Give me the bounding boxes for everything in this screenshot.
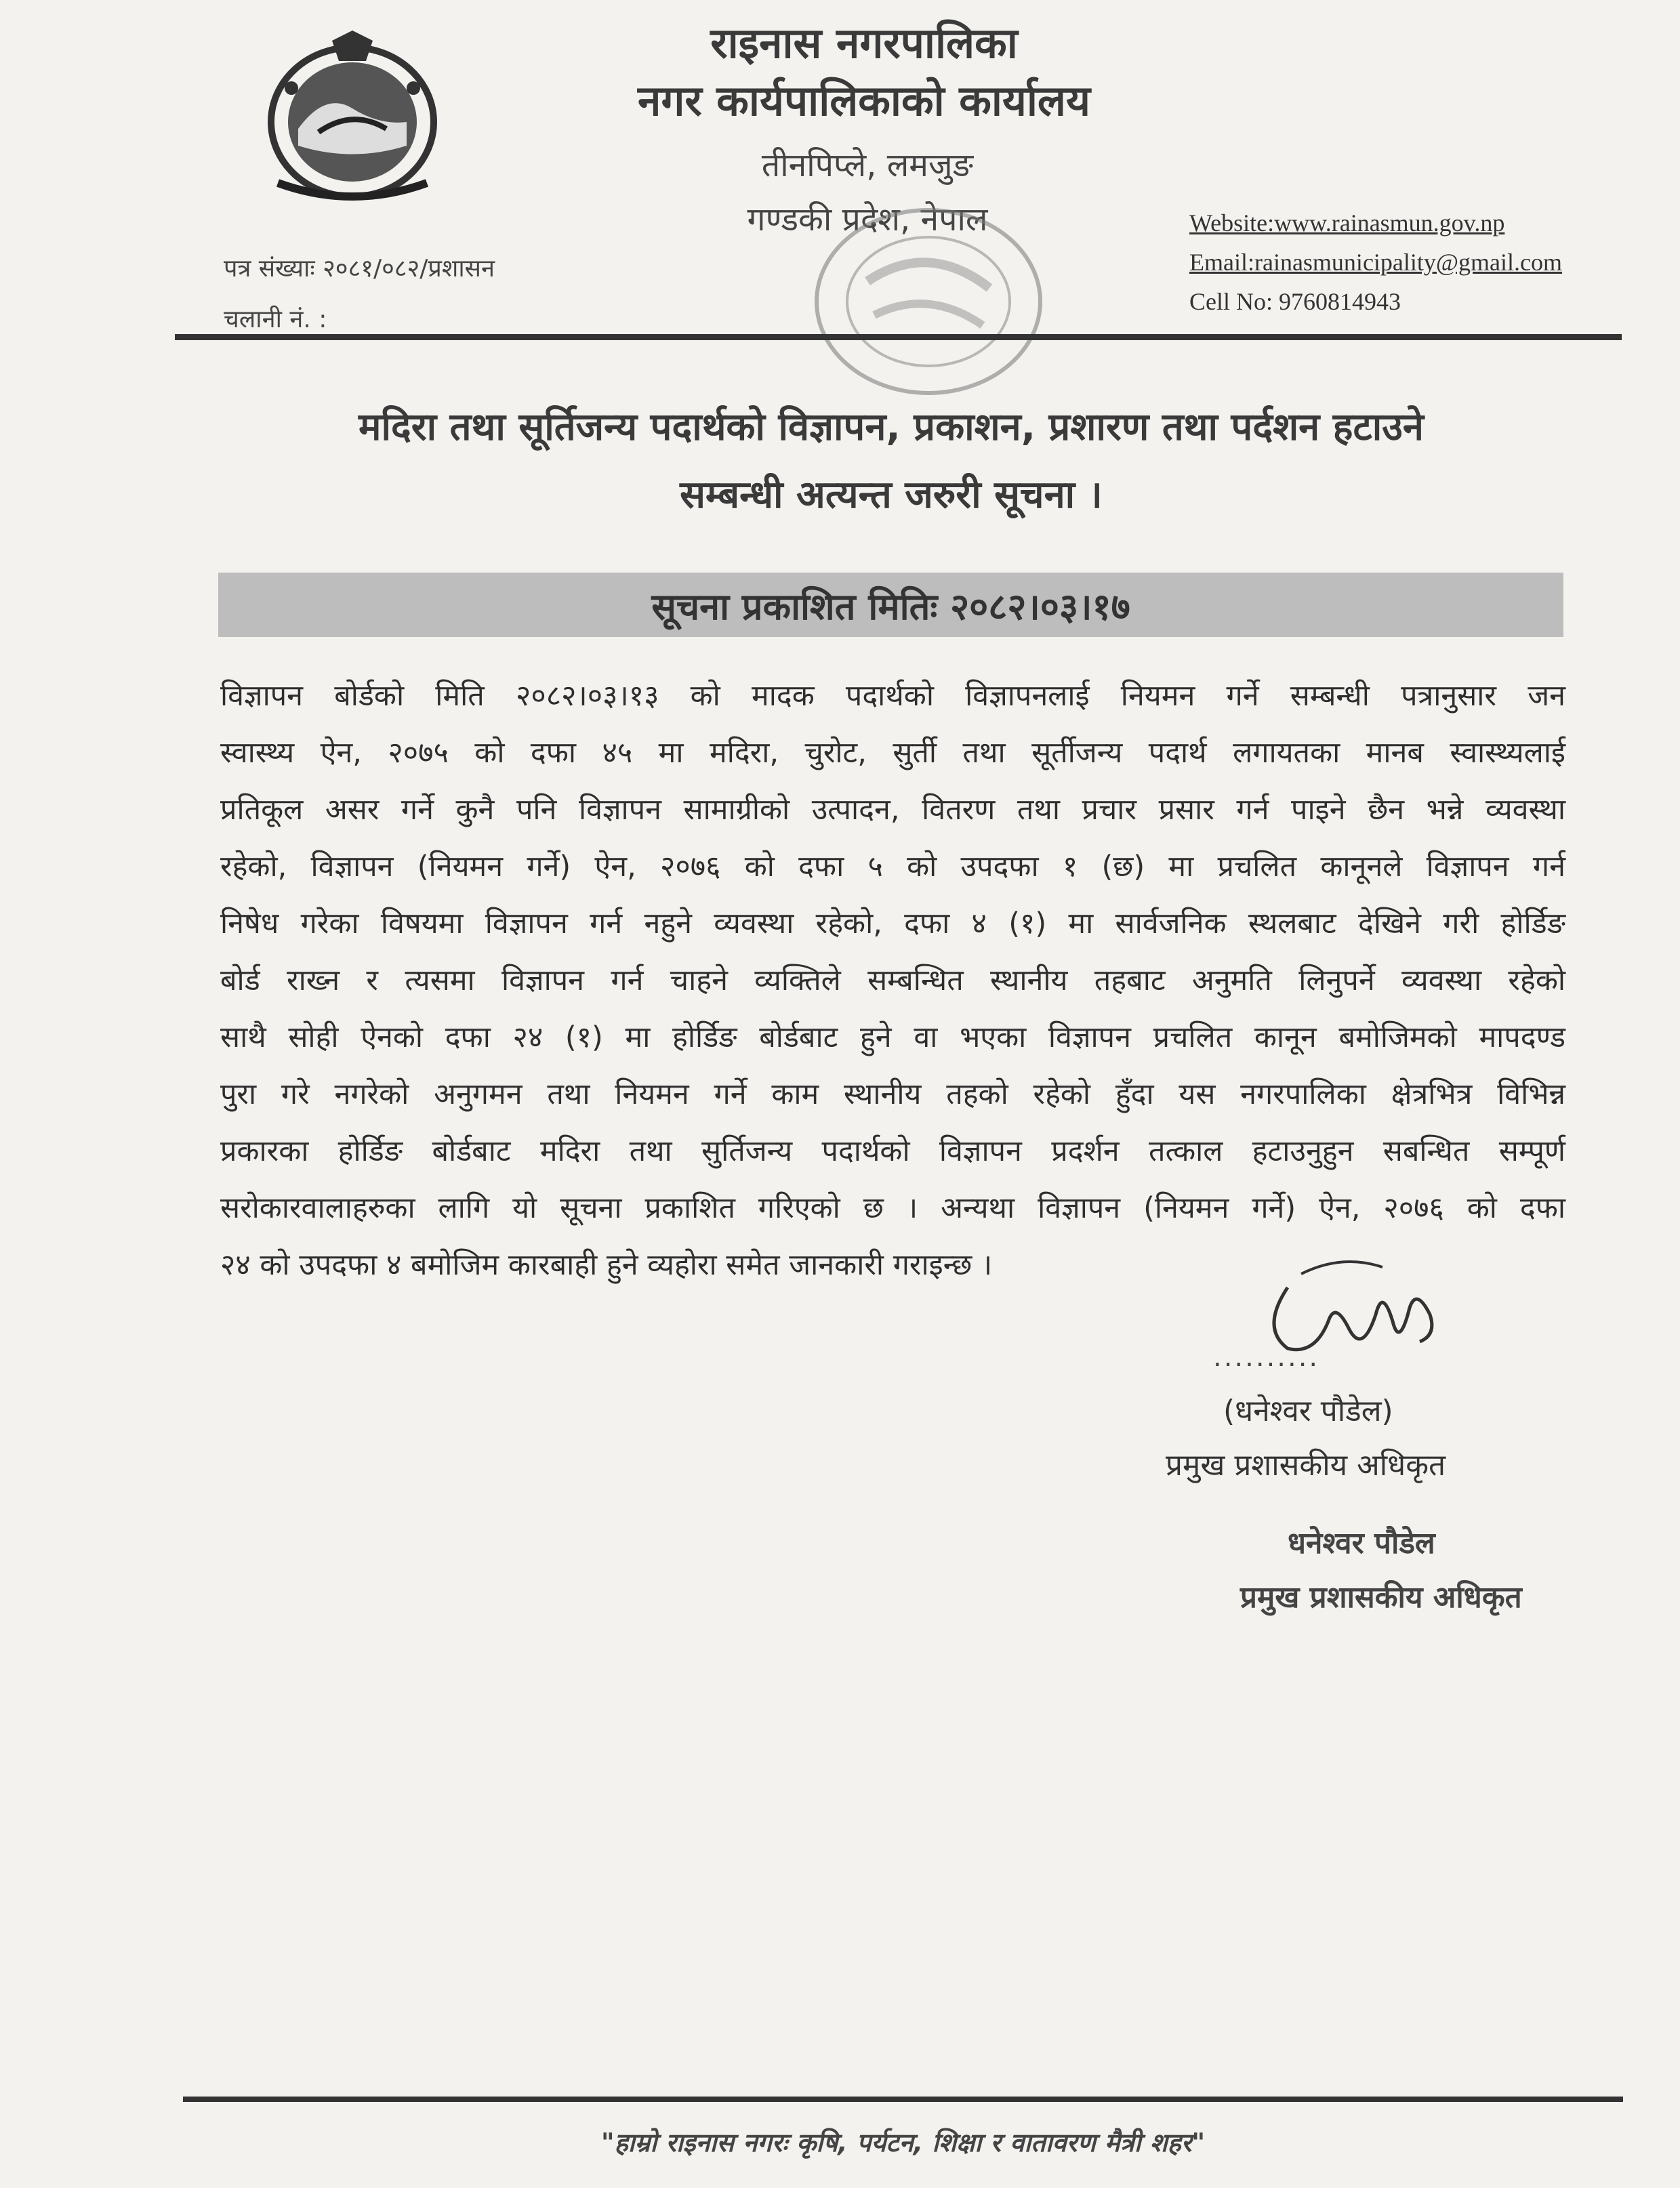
- body-line: पुरा गरे नगरेको अनुगमन तथा नियमन गर्ने काम स्थानीय तहको रहेको हुँदा यस नगरपालिका क्षेत्रभित्र विभिन्न: [220, 1077, 1565, 1111]
- cell-text: Cell No: 9760814943: [1189, 288, 1401, 315]
- signature-line: ..........: [1213, 1342, 1320, 1373]
- address-line-2: गण्डकी प्रदेश, नेपाल: [747, 201, 988, 239]
- address-line-1: तीनपिप्ले, लमजुङ: [761, 146, 974, 184]
- dispatch-number: चलानी नं. :: [224, 306, 327, 333]
- body-line: विज्ञापन बोर्डको मिति २०८२।०३।१३ को मादक पदार्थको विज्ञापनलाई नियमन गर्ने सम्बन्धी पत्रानुसार जन: [220, 679, 1565, 713]
- notice-title-line-2: सम्बन्धी अत्यन्त जरुरी सूचना ।: [680, 473, 1103, 517]
- footer-divider: [183, 2097, 1623, 2102]
- stamp-name: धनेश्वर पौडेल: [1288, 1526, 1435, 1561]
- body-line: प्रतिकूल असर गर्ने कुनै पनि विज्ञापन सामाग्रीको उत्पादन, वितरण तथा प्रचार प्रसार गर्न पाइने छैन भन्ने व्यवस्था: [220, 793, 1565, 827]
- office-stamp-icon: [806, 200, 1050, 403]
- body-line: सरोकारवालाहरुका लागि यो सूचना प्रकाशित गरिएको छ । अन्यथा विज्ञापन (नियमन गर्ने) ऐन, २०७६ को दफा: [220, 1191, 1565, 1225]
- body-line: प्रकारका होर्डिङ बोर्डबाट मदिरा तथा सुर्तिजन्य पदार्थको विज्ञापन प्रदर्शन तत्काल हटाउनुहुन सबन्धित सम्पूर्ण: [220, 1134, 1565, 1168]
- published-date: सूचना प्रकाशित मितिः २०८२।०३।१७: [651, 585, 1130, 628]
- stamp-title: प्रमुख प्रशासकीय अधिकृत: [1240, 1580, 1522, 1615]
- reference-number: पत्र संख्याः २०८१/०८२/प्रशासन: [224, 255, 495, 283]
- body-line: रहेको, विज्ञापन (नियमन गर्ने) ऐन, २०७६ को दफा ५ को उपदफा १ (छ) मा प्रचलित कानूनले विज्ञापन गर्न: [220, 850, 1565, 884]
- government-emblem-icon: [251, 27, 454, 210]
- email-text: Email:rainasmunicipality@gmail.com: [1189, 249, 1563, 276]
- body-line: स्वास्थ्य ऐन, २०७५ को दफा ४५ मा मदिरा, चुरोट, सुर्ती तथा सूर्तीजन्य पदार्थ लगायतका मानब स्वास्थ्यलाई: [220, 736, 1565, 770]
- body-line: साथै सोही ऐनको दफा २४ (१) मा होर्डिङ बोर्डबाट हुने वा भएका विज्ञापन प्रचलित कानून बमोजिमको मापदण्ड: [220, 1020, 1565, 1054]
- office-name: नगर कार्यपालिकाको कार्यालय: [638, 76, 1090, 125]
- body-line: निषेध गरेका विषयमा विज्ञापन गर्न नहुने व्यवस्था रहेको, दफा ४ (१) मा सार्वजनिक स्थलबाट देखिने गरी होर्डिङ: [220, 907, 1565, 941]
- notice-body: [220, 667, 1565, 1294]
- header-divider: [175, 334, 1622, 340]
- footer-motto: "हाम्रो राइनास नगरः कृषि, पर्यटन, शिक्षा र वातावरण मैत्री शहर": [600, 2128, 1206, 2158]
- contact-block: [1189, 203, 1623, 321]
- signatory-name: (धनेश्वर पौडेल): [1223, 1394, 1393, 1428]
- org-name: राइनास नगरपालिका: [710, 18, 1018, 68]
- notice-title-line-1: मदिरा तथा सूर्तिजन्य पदार्थको विज्ञापन, प्रकाशन, प्रशारण तथा पर्दशन हटाउने: [358, 405, 1424, 449]
- body-line: २४ को उपदफा ४ बमोजिम कारबाही हुने व्यहोरा समेत जानकारी गराइन्छ ।: [220, 1248, 993, 1282]
- body-line: बोर्ड राख्न र त्यसमा विज्ञापन गर्न चाहने व्यक्तिले सम्बन्धित स्थानीय तहबाट अनुमति लिनुपर्ने व्यवस्था रहेको: [220, 964, 1565, 997]
- signatory-title: प्रमुख प्रशासकीय अधिकृत: [1166, 1448, 1446, 1483]
- website-text: Website:www.rainasmun.gov.np: [1189, 209, 1505, 236]
